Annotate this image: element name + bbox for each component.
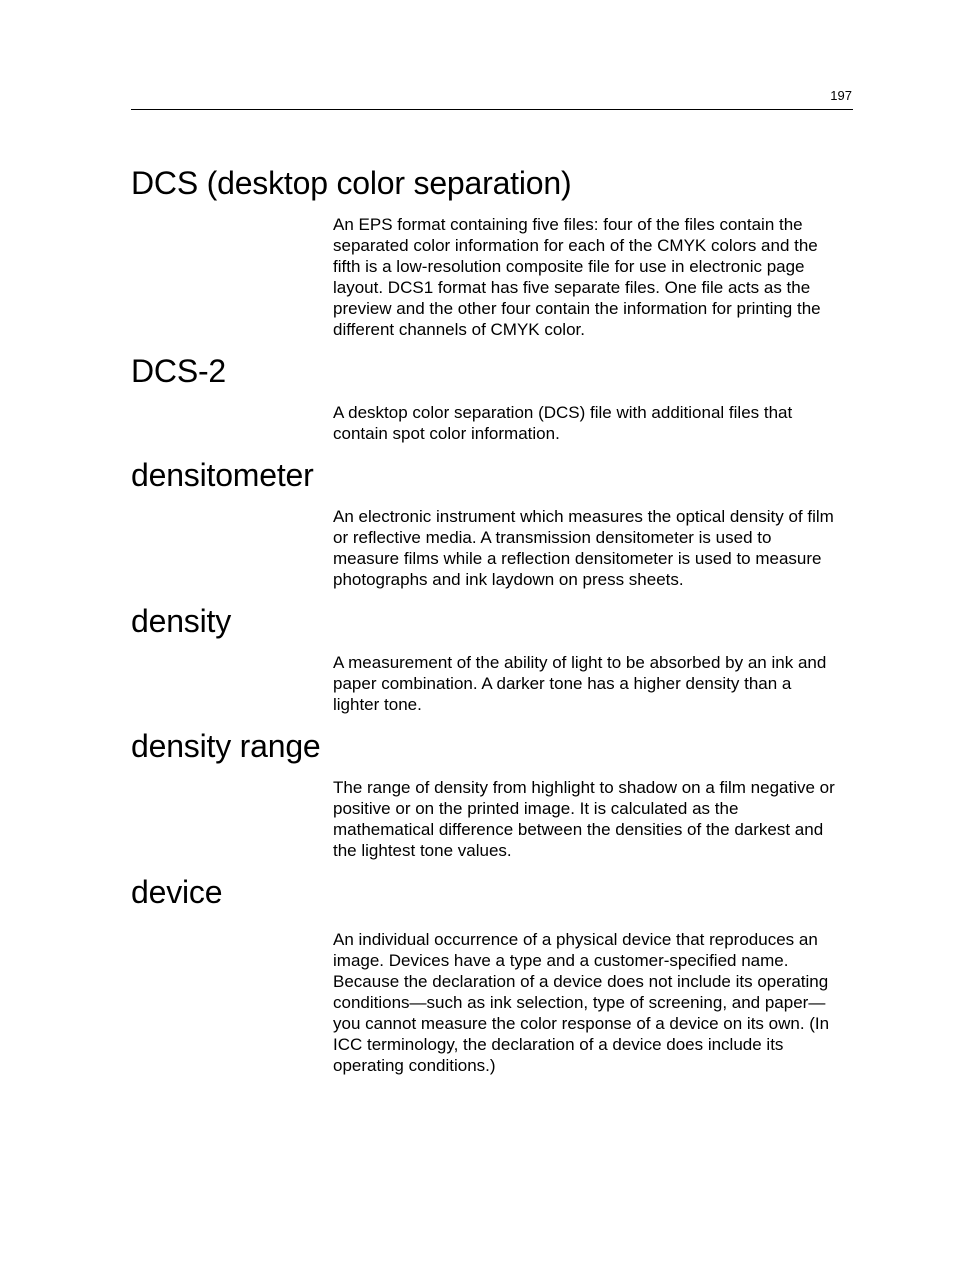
definition-line: An individual occurrence of a physical device that reproduces an bbox=[333, 930, 818, 949]
glossary-entries bbox=[131, 164, 855, 1076]
glossary-term: density bbox=[131, 603, 231, 639]
glossary-entry bbox=[131, 164, 855, 340]
glossary-entry bbox=[131, 456, 855, 590]
definition-line: photographs and ink laydown on press sheets. bbox=[333, 570, 684, 589]
definition-line: contain spot color information. bbox=[333, 424, 560, 443]
glossary-term: device bbox=[131, 874, 223, 910]
glossary-entry bbox=[131, 727, 855, 861]
definition-line: ICC terminology, the declaration of a device does include its bbox=[333, 1035, 784, 1054]
definition-line: Because the declaration of a device does not include its operating bbox=[333, 972, 829, 991]
definition-line: A desktop color separation (DCS) file with additional files that bbox=[333, 403, 793, 422]
glossary-definition bbox=[333, 402, 855, 444]
glossary-term: densitometer bbox=[131, 457, 314, 493]
glossary-definition bbox=[333, 929, 855, 1076]
definition-line: lighter tone. bbox=[333, 695, 422, 714]
glossary-definition bbox=[333, 652, 855, 715]
glossary-term: DCS (desktop color separation) bbox=[131, 165, 572, 201]
glossary-entry bbox=[131, 873, 855, 1076]
header-rule bbox=[131, 109, 853, 110]
definition-line: separated color information for each of the CMYK colors and the bbox=[333, 236, 818, 255]
definition-line: positive or on the printed image. It is calculated as the bbox=[333, 799, 739, 818]
glossary-term: density range bbox=[131, 728, 321, 764]
definition-line: A measurement of the ability of light to be absorbed by an ink and bbox=[333, 653, 827, 672]
glossary-term: DCS-2 bbox=[131, 353, 227, 389]
definition-line: you cannot measure the color response of a device on its own. (In bbox=[333, 1014, 830, 1033]
glossary-entry bbox=[131, 602, 855, 715]
definition-line: preview and the other four contain the information for printing the bbox=[333, 299, 821, 318]
definition-line: paper combination. A darker tone has a higher density than a bbox=[333, 674, 792, 693]
glossary-definition bbox=[333, 214, 855, 340]
page-number: 197 bbox=[830, 88, 852, 103]
definition-line: mathematical difference between the densities of the darkest and bbox=[333, 820, 824, 839]
definition-line: An EPS format containing five files: four of the files contain the bbox=[333, 215, 803, 234]
definition-line: An electronic instrument which measures the optical density of film bbox=[333, 507, 834, 526]
definition-line: the lightest tone values. bbox=[333, 841, 512, 860]
definition-line: fifth is a low-resolution composite file for use in electronic page bbox=[333, 257, 805, 276]
definition-line: image. Devices have a type and a customer-specified name. bbox=[333, 951, 789, 970]
definition-line: different channels of CMYK color. bbox=[333, 320, 585, 339]
definition-line: or reflective media. A transmission densitometer is used to bbox=[333, 528, 772, 547]
definition-line: The range of density from highlight to shadow on a film negative or bbox=[333, 778, 835, 797]
glossary-definition bbox=[333, 506, 855, 590]
definition-line: conditions—such as ink selection, type of screening, and paper— bbox=[333, 993, 826, 1012]
glossary-entry bbox=[131, 352, 855, 444]
glossary-definition bbox=[333, 777, 855, 861]
definition-line: measure films while a reflection densitometer is used to measure bbox=[333, 549, 822, 568]
definition-line: layout. DCS1 format has five separate files. One file acts as the bbox=[333, 278, 811, 297]
definition-line: operating conditions.) bbox=[333, 1056, 496, 1075]
